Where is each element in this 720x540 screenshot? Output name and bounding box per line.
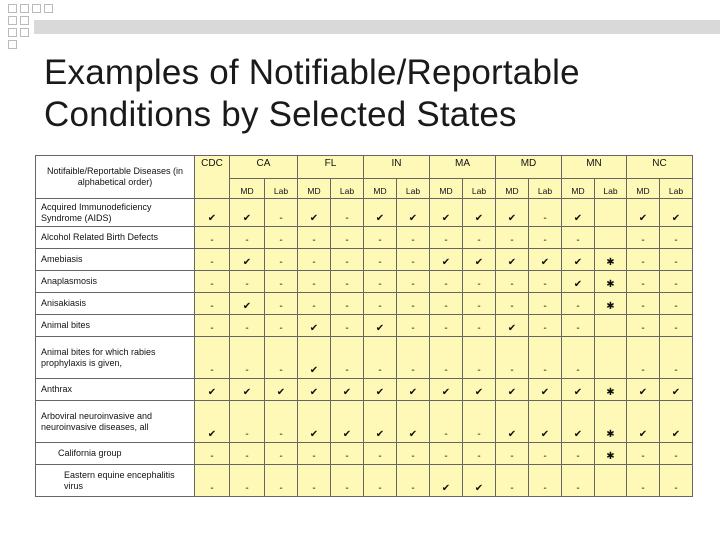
dash-cell: - bbox=[298, 249, 331, 271]
dash-cell: - bbox=[430, 293, 463, 315]
condition-name: Eastern equine encephalitis virus bbox=[36, 465, 195, 497]
star-icon: ✱ bbox=[595, 293, 627, 315]
dash-cell: - bbox=[331, 199, 364, 227]
dash-cell: - bbox=[230, 465, 265, 497]
checkmark-icon: ✔ bbox=[397, 379, 430, 401]
dash-cell: - bbox=[496, 227, 529, 249]
checkmark-icon: ✔ bbox=[627, 401, 660, 443]
checkmark-icon: ✔ bbox=[562, 249, 595, 271]
checkmark-icon: ✔ bbox=[298, 315, 331, 337]
checkmark-icon: ✔ bbox=[463, 379, 496, 401]
dash-cell: - bbox=[364, 271, 397, 293]
sub-header-ca-lab: Lab bbox=[265, 179, 298, 199]
dash-cell: - bbox=[430, 315, 463, 337]
star-icon: ✱ bbox=[595, 271, 627, 293]
dash-cell: - bbox=[265, 337, 298, 379]
sub-header-nc-md: MD bbox=[627, 179, 660, 199]
dash-cell: - bbox=[529, 315, 562, 337]
condition-name: Anisakiasis bbox=[36, 293, 195, 315]
table-row bbox=[36, 443, 693, 465]
state-header-nc: NC bbox=[627, 156, 693, 179]
dash-cell: - bbox=[195, 227, 230, 249]
checkmark-icon: ✔ bbox=[298, 337, 331, 379]
dash-cell: - bbox=[529, 465, 562, 497]
dash-cell: - bbox=[397, 271, 430, 293]
dash-cell: - bbox=[430, 271, 463, 293]
condition-name: California group bbox=[36, 443, 195, 465]
dash-cell: - bbox=[463, 271, 496, 293]
checkmark-icon: ✔ bbox=[364, 401, 397, 443]
checkmark-icon: ✔ bbox=[430, 199, 463, 227]
checkmark-icon: ✔ bbox=[230, 379, 265, 401]
dash-cell: - bbox=[331, 293, 364, 315]
checkmark-icon: ✔ bbox=[627, 379, 660, 401]
condition-name: Anthrax bbox=[36, 379, 195, 401]
dash-cell: - bbox=[331, 271, 364, 293]
conditions-table-body bbox=[36, 199, 693, 497]
dash-cell: - bbox=[660, 337, 693, 379]
checkmark-icon: ✔ bbox=[627, 199, 660, 227]
dash-cell: - bbox=[660, 293, 693, 315]
dash-cell: - bbox=[195, 465, 230, 497]
dash-cell: - bbox=[298, 271, 331, 293]
dash-cell: - bbox=[265, 401, 298, 443]
condition-name: Anaplasmosis bbox=[36, 271, 195, 293]
dash-cell: - bbox=[627, 227, 660, 249]
dash-cell: - bbox=[660, 465, 693, 497]
dash-cell: - bbox=[364, 337, 397, 379]
star-icon: ✱ bbox=[595, 443, 627, 465]
checkmark-icon: ✔ bbox=[298, 199, 331, 227]
empty-cell bbox=[595, 199, 627, 227]
checkmark-icon: ✔ bbox=[397, 401, 430, 443]
checkmark-icon: ✔ bbox=[562, 401, 595, 443]
sub-header-md-md: MD bbox=[496, 179, 529, 199]
checkmark-icon: ✔ bbox=[562, 199, 595, 227]
sub-header-fl-lab: Lab bbox=[331, 179, 364, 199]
checkmark-icon: ✔ bbox=[496, 199, 529, 227]
checkmark-icon: ✔ bbox=[430, 379, 463, 401]
dash-cell: - bbox=[331, 249, 364, 271]
checkmark-icon: ✔ bbox=[496, 315, 529, 337]
dash-cell: - bbox=[430, 443, 463, 465]
checkmark-icon: ✔ bbox=[230, 293, 265, 315]
checkmark-icon: ✔ bbox=[331, 401, 364, 443]
condition-name: Amebiasis bbox=[36, 249, 195, 271]
empty-cell bbox=[595, 337, 627, 379]
dash-cell: - bbox=[230, 443, 265, 465]
star-icon: ✱ bbox=[595, 249, 627, 271]
dash-cell: - bbox=[660, 227, 693, 249]
empty-cell bbox=[595, 315, 627, 337]
table-row bbox=[36, 293, 693, 315]
dash-cell: - bbox=[364, 293, 397, 315]
checkmark-icon: ✔ bbox=[529, 401, 562, 443]
dash-cell: - bbox=[397, 227, 430, 249]
dash-cell: - bbox=[529, 293, 562, 315]
checkmark-icon: ✔ bbox=[364, 315, 397, 337]
dash-cell: - bbox=[265, 443, 298, 465]
dash-cell: - bbox=[331, 443, 364, 465]
dash-cell: - bbox=[265, 249, 298, 271]
dash-cell: - bbox=[529, 199, 562, 227]
dash-cell: - bbox=[298, 227, 331, 249]
checkmark-icon: ✔ bbox=[195, 401, 230, 443]
checkmark-icon: ✔ bbox=[496, 379, 529, 401]
conditions-table bbox=[35, 155, 693, 497]
dash-cell: - bbox=[562, 227, 595, 249]
sub-header-in-md: MD bbox=[364, 179, 397, 199]
table-row bbox=[36, 465, 693, 497]
checkmark-icon: ✔ bbox=[397, 199, 430, 227]
dash-cell: - bbox=[496, 293, 529, 315]
condition-name: Animal bites for which rabies prophylaxis is given, bbox=[36, 337, 195, 379]
dash-cell: - bbox=[496, 337, 529, 379]
table-row bbox=[36, 401, 693, 443]
dash-cell: - bbox=[562, 337, 595, 379]
dash-cell: - bbox=[230, 401, 265, 443]
sub-header-fl-md: MD bbox=[298, 179, 331, 199]
dash-cell: - bbox=[397, 443, 430, 465]
dash-cell: - bbox=[463, 401, 496, 443]
dash-cell: - bbox=[397, 465, 430, 497]
sub-header-md-lab: Lab bbox=[529, 179, 562, 199]
dash-cell: - bbox=[397, 315, 430, 337]
dash-cell: - bbox=[364, 443, 397, 465]
checkmark-icon: ✔ bbox=[195, 379, 230, 401]
dash-cell: - bbox=[230, 271, 265, 293]
empty-cell bbox=[595, 465, 627, 497]
dash-cell: - bbox=[195, 293, 230, 315]
conditions-table-wrapper bbox=[35, 155, 693, 497]
dash-cell: - bbox=[397, 337, 430, 379]
dash-cell: - bbox=[397, 293, 430, 315]
state-header-mn: MN bbox=[562, 156, 627, 179]
checkmark-icon: ✔ bbox=[463, 249, 496, 271]
checkmark-icon: ✔ bbox=[463, 465, 496, 497]
dash-cell: - bbox=[430, 401, 463, 443]
state-header-md: MD bbox=[496, 156, 562, 179]
dash-cell: - bbox=[660, 315, 693, 337]
dash-cell: - bbox=[463, 227, 496, 249]
state-header-ma: MA bbox=[430, 156, 496, 179]
checkmark-icon: ✔ bbox=[529, 379, 562, 401]
checkmark-icon: ✔ bbox=[529, 249, 562, 271]
dash-cell: - bbox=[364, 249, 397, 271]
dash-cell: - bbox=[496, 465, 529, 497]
slide-title: Examples of Notifiable/Reportable Conditions by Selected States bbox=[44, 53, 580, 134]
sub-header-mn-lab: Lab bbox=[595, 179, 627, 199]
condition-name: Acquired Immunodeficiency Syndrome (AIDS) bbox=[36, 199, 195, 227]
dash-cell: - bbox=[195, 249, 230, 271]
dash-cell: - bbox=[298, 293, 331, 315]
checkmark-icon: ✔ bbox=[230, 199, 265, 227]
dash-cell: - bbox=[627, 293, 660, 315]
table-row bbox=[36, 271, 693, 293]
dash-cell: - bbox=[627, 443, 660, 465]
title-rule bbox=[0, 0, 720, 50]
dash-cell: - bbox=[562, 315, 595, 337]
sub-header-ma-md: MD bbox=[430, 179, 463, 199]
dash-cell: - bbox=[463, 443, 496, 465]
dash-cell: - bbox=[195, 443, 230, 465]
dash-cell: - bbox=[265, 293, 298, 315]
table-row bbox=[36, 337, 693, 379]
checkmark-icon: ✔ bbox=[265, 379, 298, 401]
dash-cell: - bbox=[660, 443, 693, 465]
sub-header-in-lab: Lab bbox=[397, 179, 430, 199]
dash-cell: - bbox=[265, 465, 298, 497]
condition-name: Arboviral neuroinvasive and neuroinvasive diseases, all bbox=[36, 401, 195, 443]
checkmark-icon: ✔ bbox=[463, 199, 496, 227]
checkmark-icon: ✔ bbox=[496, 401, 529, 443]
state-header-in: IN bbox=[364, 156, 430, 179]
dash-cell: - bbox=[562, 293, 595, 315]
dash-cell: - bbox=[265, 227, 298, 249]
checkmark-icon: ✔ bbox=[195, 199, 230, 227]
table-row bbox=[36, 249, 693, 271]
dash-cell: - bbox=[397, 249, 430, 271]
dash-cell: - bbox=[529, 271, 562, 293]
dash-cell: - bbox=[331, 465, 364, 497]
dash-cell: - bbox=[230, 337, 265, 379]
dash-cell: - bbox=[627, 337, 660, 379]
checkmark-icon: ✔ bbox=[364, 199, 397, 227]
table-row bbox=[36, 199, 693, 227]
sub-header-nc-lab: Lab bbox=[660, 179, 693, 199]
empty-cell bbox=[595, 227, 627, 249]
checkmark-icon: ✔ bbox=[430, 465, 463, 497]
dash-cell: - bbox=[298, 443, 331, 465]
condition-name: Alcohol Related Birth Defects bbox=[36, 227, 195, 249]
checkmark-icon: ✔ bbox=[298, 379, 331, 401]
dash-cell: - bbox=[496, 271, 529, 293]
table-row bbox=[36, 379, 693, 401]
state-header-cdc: CDC bbox=[195, 156, 230, 199]
dash-cell: - bbox=[430, 337, 463, 379]
dash-cell: - bbox=[195, 315, 230, 337]
state-header-fl: FL bbox=[298, 156, 364, 179]
dash-cell: - bbox=[529, 227, 562, 249]
dash-cell: - bbox=[331, 315, 364, 337]
dash-cell: - bbox=[364, 227, 397, 249]
condition-column-header: Notifaible/Reportable Diseases (in alphabetical order) bbox=[36, 156, 195, 199]
checkmark-icon: ✔ bbox=[430, 249, 463, 271]
dash-cell: - bbox=[627, 465, 660, 497]
checkmark-icon: ✔ bbox=[562, 379, 595, 401]
dash-cell: - bbox=[195, 337, 230, 379]
condition-name: Animal bites bbox=[36, 315, 195, 337]
checkmark-icon: ✔ bbox=[562, 271, 595, 293]
checkmark-icon: ✔ bbox=[364, 379, 397, 401]
dash-cell: - bbox=[660, 249, 693, 271]
dash-cell: - bbox=[230, 227, 265, 249]
sub-header-mn-md: MD bbox=[562, 179, 595, 199]
dash-cell: - bbox=[529, 443, 562, 465]
dash-cell: - bbox=[660, 271, 693, 293]
dash-cell: - bbox=[230, 315, 265, 337]
checkmark-icon: ✔ bbox=[496, 249, 529, 271]
checkmark-icon: ✔ bbox=[298, 401, 331, 443]
star-icon: ✱ bbox=[595, 401, 627, 443]
table-row bbox=[36, 227, 693, 249]
table-row bbox=[36, 315, 693, 337]
star-icon: ✱ bbox=[595, 379, 627, 401]
dash-cell: - bbox=[463, 315, 496, 337]
dash-cell: - bbox=[496, 443, 529, 465]
dash-cell: - bbox=[562, 465, 595, 497]
dash-cell: - bbox=[265, 271, 298, 293]
dash-cell: - bbox=[627, 271, 660, 293]
checkmark-icon: ✔ bbox=[660, 401, 693, 443]
header-row-states bbox=[36, 156, 693, 179]
dash-cell: - bbox=[463, 293, 496, 315]
dash-cell: - bbox=[265, 315, 298, 337]
sub-header-ca-md: MD bbox=[230, 179, 265, 199]
dash-cell: - bbox=[331, 337, 364, 379]
dash-cell: - bbox=[627, 249, 660, 271]
dash-cell: - bbox=[529, 337, 562, 379]
dash-cell: - bbox=[364, 465, 397, 497]
checkmark-icon: ✔ bbox=[660, 379, 693, 401]
dash-cell: - bbox=[562, 443, 595, 465]
checkmark-icon: ✔ bbox=[331, 379, 364, 401]
checkmark-icon: ✔ bbox=[660, 199, 693, 227]
dash-cell: - bbox=[430, 227, 463, 249]
dash-cell: - bbox=[195, 271, 230, 293]
dash-cell: - bbox=[463, 337, 496, 379]
dash-cell: - bbox=[627, 315, 660, 337]
sub-header-ma-lab: Lab bbox=[463, 179, 496, 199]
dash-cell: - bbox=[331, 227, 364, 249]
dash-cell: - bbox=[265, 199, 298, 227]
state-header-ca: CA bbox=[230, 156, 298, 179]
checkmark-icon: ✔ bbox=[230, 249, 265, 271]
dash-cell: - bbox=[298, 465, 331, 497]
